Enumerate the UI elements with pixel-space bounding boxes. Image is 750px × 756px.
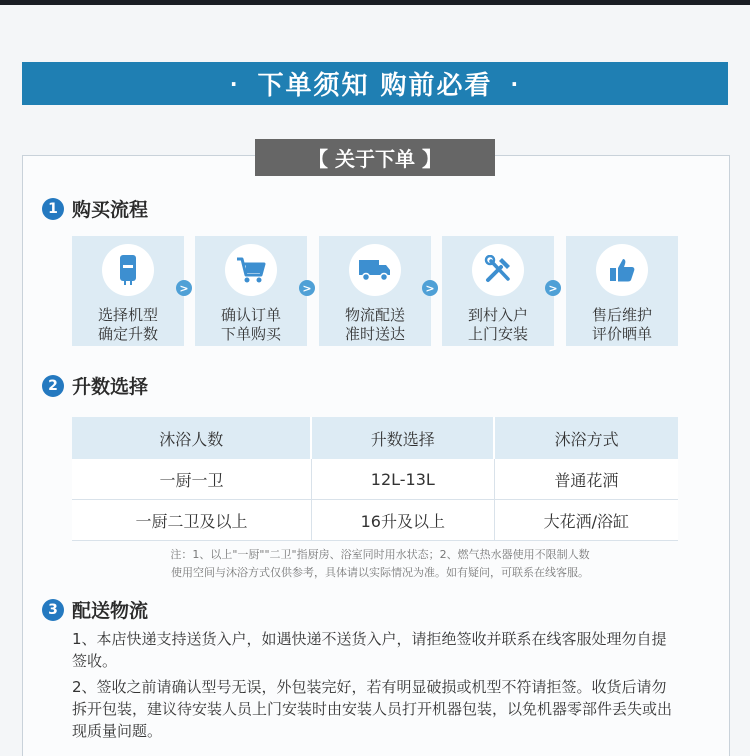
table-note <box>110 546 650 582</box>
cart-icon <box>225 244 277 296</box>
banner-dot-right: · <box>510 71 521 96</box>
section-title-text: 升数选择 <box>72 376 149 398</box>
chevron-right-icon: > <box>545 280 561 296</box>
top-strip <box>0 0 750 5</box>
step-line1: 选择机型 <box>97 306 158 324</box>
delivery-paragraph-2: 2、签收之前请确认型号无误，外包装完好，若有明显破损或机型不符请拒签。收货后请勿拆开包装，建议待安装人员上门安装时由安装人员打开机器包装，以免机器零部件丢失或出现质量问题。 <box>72 678 673 740</box>
section-tag: 【 关于下单 】 <box>255 139 495 176</box>
step-confirm-order <box>195 236 307 346</box>
section-title-delivery <box>42 596 148 623</box>
step-label <box>221 306 281 344</box>
column-header: 升数选择 <box>311 417 494 459</box>
step-label <box>592 306 652 344</box>
capacity-table <box>72 417 678 541</box>
purchase-steps <box>72 236 678 346</box>
section-number: 1 <box>42 198 64 220</box>
thumbs-up-icon <box>596 244 648 296</box>
table-cell: 大花洒/浴缸 <box>494 500 678 541</box>
section-number: 2 <box>42 375 64 397</box>
step-line1: 到村入户 <box>467 306 528 324</box>
step-installation <box>442 236 554 346</box>
step-line1: 物流配送 <box>344 306 405 324</box>
chevron-right-icon: > <box>422 280 438 296</box>
table-cell: 普通花洒 <box>494 459 678 500</box>
section-title-text: 配送物流 <box>72 600 149 622</box>
table-cell: 12L-13L <box>311 459 494 500</box>
step-label <box>345 306 405 344</box>
step-label <box>468 306 528 344</box>
chevron-right-icon: > <box>299 280 315 296</box>
tools-icon <box>472 244 524 296</box>
step-delivery <box>319 236 431 346</box>
step-line1: 售后维护 <box>591 306 652 324</box>
column-header: 沐浴方式 <box>494 417 678 459</box>
section-number: 3 <box>42 599 64 621</box>
step-select-model <box>72 236 184 346</box>
table-cell: 一厨二卫及以上 <box>72 500 311 541</box>
table-row <box>72 459 678 500</box>
step-label <box>98 306 158 344</box>
truck-icon <box>349 244 401 296</box>
column-header: 沐浴人数 <box>72 417 311 459</box>
delivery-paragraph-1: 1、本店快递支持送货入户，如遇快递不送货入户，请拒绝签收并联系在线客服处理勿自提签收。 <box>72 630 667 670</box>
notice-banner <box>22 62 728 105</box>
table-row <box>72 500 678 541</box>
chevron-right-icon: > <box>176 280 192 296</box>
note-line2: 使用空间与沐浴方式仅供参考，具体请以实际情况为准。如有疑问，可联系在线客服。 <box>171 566 589 579</box>
water-heater-icon <box>102 244 154 296</box>
table-cell: 一厨一卫 <box>72 459 311 500</box>
section-title-text: 购买流程 <box>72 199 149 221</box>
section-title-purchase-flow <box>42 195 148 222</box>
step-line2: 确定升数 <box>97 325 158 343</box>
note-line1: 注：1、以上"一厨""二卫"指厨房、浴室同时用水状态；2、燃气热水器使用不限制人数 <box>170 548 590 561</box>
table-header-row <box>72 417 678 459</box>
banner-title: 下单须知 购前必看 <box>257 71 493 101</box>
section-title-capacity <box>42 372 148 399</box>
step-line1: 确认订单 <box>220 306 281 324</box>
step-line2: 准时送达 <box>344 325 405 343</box>
table-cell: 16升及以上 <box>311 500 494 541</box>
step-line2: 下单购买 <box>220 325 281 343</box>
step-line2: 评价晒单 <box>591 325 652 343</box>
step-line2: 上门安装 <box>467 325 528 343</box>
banner-dot-left: · <box>229 71 240 96</box>
step-after-sales <box>566 236 678 346</box>
